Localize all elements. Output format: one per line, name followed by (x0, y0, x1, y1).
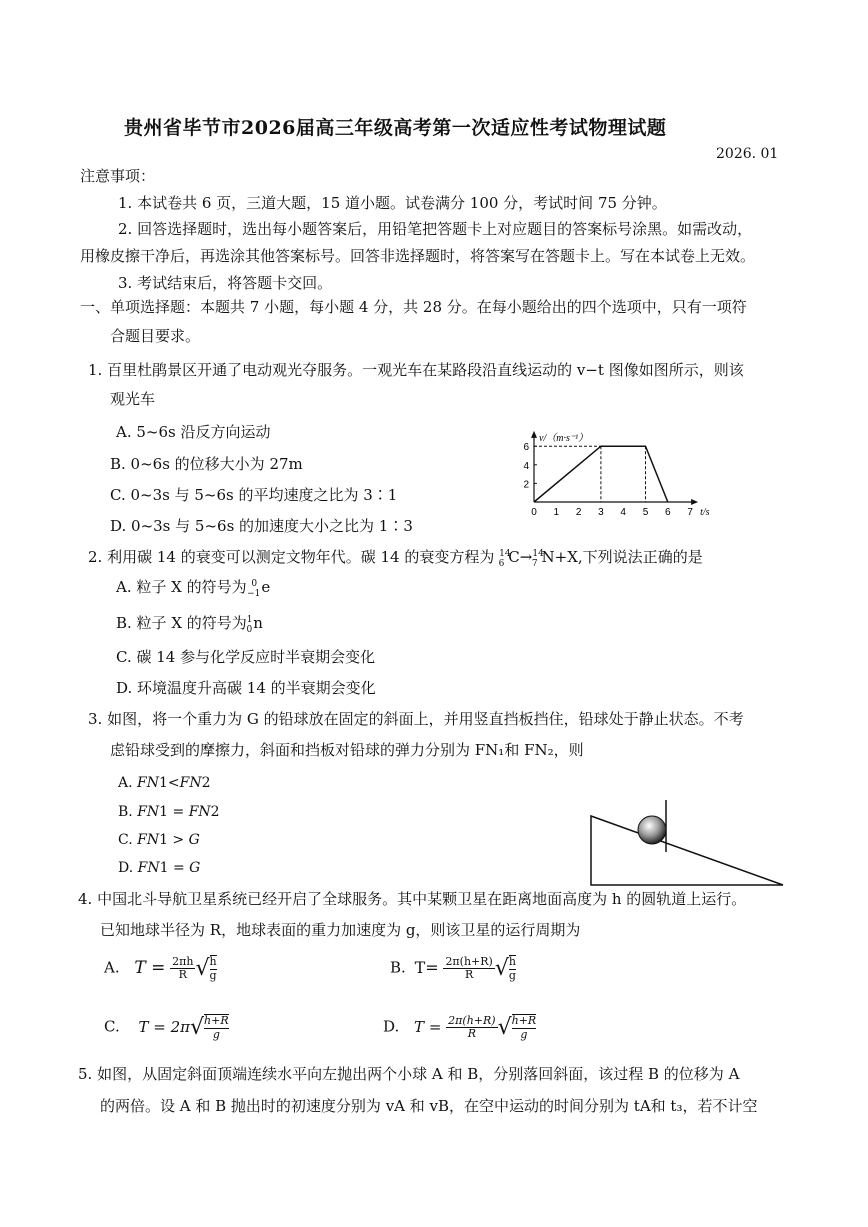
q4-option-a: A. T = $\frac{2\pi h}{R}$ √ $\frac{h}{g}$ (104, 954, 217, 982)
y-axis-label: v/（m·s⁻¹） (539, 432, 589, 444)
question-5-stem: 5. 如图，从固定斜面顶端连续水平向左抛出两个小球 A 和 B，分别落回斜面，该过程 B 的位移为 A (78, 1065, 740, 1083)
q1-option-a: A. 5~6s 沿反方向运动 (116, 423, 271, 441)
x-tick-label: 7 (687, 507, 693, 518)
question-3-stem-cont: 虑铅球受到的摩擦力，斜面和挡板对铅球的弹力分别为 FN₁和 FN₂，则 (110, 741, 584, 759)
q1-option-b: B. 0~6s 的位移大小为 27m (110, 455, 303, 473)
q2-option-b: B. 粒子 X 的符号为$^1_0$n (116, 614, 263, 635)
note-item-2-cont: 用橡皮擦干净后，再选涂其他答案标号。回答非选择题时，将答案写在答题卡上。写在本试卷上无效。 (80, 247, 756, 265)
incline-diagram (588, 768, 788, 890)
y-tick-label: 2 (523, 479, 529, 491)
q3-option-b: B. 𝐹𝑁1 = 𝐹𝑁2 (118, 804, 220, 820)
note-item-2: 2. 回答选择题时，选出每小题答案后，用铅笔把答题卡上对应题目的答案标号涂黑。如需改动， (118, 220, 753, 238)
q4-option-d: D. T = $\frac{2\pi(h+R)}{R}$ √ $\frac{h+R}{g}$ (383, 1013, 537, 1041)
q2-stem-text: 2. 利用碳 14 的衰变可以测定文物年代。碳 14 的衰变方程为 (88, 548, 500, 566)
section-heading: 一、单项选择题：本题共 7 小题，每小题 4 分，共 28 分。在每小题给出的四个选项中，只有一项符 (80, 298, 747, 316)
x-tick-label: 1 (553, 507, 560, 518)
q2-option-c: C. 碳 14 参与化学反应时半衰期会变化 (116, 648, 376, 666)
question-4-stem: 4. 中国北斗导航卫星系统已经开启了全球服务。其中某颗卫星在距离地面高度为 h 的圆轨道上运行。 (78, 890, 747, 908)
neutron-nuclide: $^1_0$n (246, 614, 263, 635)
sqrt-symbol: √ $\frac{h+R}{g}$ (497, 1014, 537, 1041)
x-axis-label: t/s (700, 507, 710, 518)
question-3-stem: 3. 如图，将一个重力为 G 的铅球放在固定的斜面上，并用竖直挡板挡住，铅球处于静止状态。不考 (88, 710, 744, 728)
y-axis-arrow (531, 431, 537, 438)
notes-heading: 注意事项： (80, 167, 156, 185)
vt-chart (510, 420, 710, 525)
x-axis-arrow (691, 499, 698, 505)
q3-option-d: D. 𝐹𝑁1 = 𝐺 (118, 860, 201, 876)
section-heading-cont: 合题目要求。 (110, 327, 201, 345)
x-tick-label: 3 (598, 507, 604, 518)
note-item-3: 3. 考试结束后，将答题卡交回。 (118, 274, 333, 292)
decay-arrow: → (519, 548, 533, 566)
electron-nuclide: $^0_{-1}$e (247, 578, 271, 599)
x-tick-label: 0 (531, 507, 537, 518)
y-tick-label: 4 (523, 460, 529, 472)
lead-ball (638, 816, 666, 844)
q1-option-d: D. 0~3s 与 5~6s 的加速度大小之比为 1∶3 (110, 517, 413, 535)
sqrt-symbol: √ $\frac{h}{g}$ (494, 955, 516, 982)
q1-option-c: C. 0~3s 与 5~6s 的平均速度之比为 3∶1 (110, 486, 398, 504)
q2-stem-tail: +X,下列说法正确的是 (554, 548, 703, 566)
x-tick-label: 6 (665, 507, 671, 518)
sqrt-symbol: √ $\frac{h}{g}$ (195, 955, 217, 982)
carbon-nuclide: $^{14}_6$ C (498, 548, 520, 569)
nitrogen-nuclide: $^{14}_7$ N (531, 548, 555, 569)
q3-option-c: C. 𝐹𝑁1 > 𝐺 (118, 832, 200, 848)
x-tick-label: 2 (575, 507, 582, 518)
incline-triangle (591, 816, 783, 885)
sqrt-symbol: √ $\frac{h+R}{g}$ (190, 1014, 229, 1041)
q2-option-a: A. 粒子 X 的符号为 $^0_{-1}$e (116, 578, 271, 599)
q3-option-a: A. 𝐹𝑁1<𝐹𝑁2 (118, 775, 211, 791)
question-1-stem-cont: 观光车 (110, 390, 156, 408)
y-tick-label: 6 (523, 442, 529, 454)
page-title: 贵州省毕节市2026届高三年级高考第一次适应性考试物理试题 (124, 117, 667, 139)
q4-option-b: B. T= $\frac{2\pi(h+R)}{R}$ √ $\frac{h}{g}$ (390, 954, 516, 982)
x-tick-label: 5 (642, 507, 649, 518)
question-4-stem-cont: 已知地球半径为 R，地球表面的重力加速度为 g，则该卫星的运行周期为 (100, 921, 581, 939)
question-5-stem-cont: 的两倍。设 A 和 B 抛出时的初速度分别为 vA 和 vB，在空中运动的时间分别为 tA和 t₃，若不计空 (100, 1097, 758, 1115)
note-item-1: 1. 本试卷共 6 页，三道大题，15 道小题。试卷满分 100 分，考试时间 75 分钟。 (118, 194, 667, 212)
x-tick-label: 4 (620, 507, 626, 518)
q4-option-c: C. T = 2π√ $\frac{h+R}{g}$ (104, 1014, 229, 1041)
question-2-stem (88, 546, 703, 569)
question-1-stem: 1. 百里杜鹃景区开通了电动观光夺服务。一观光车在某路段沿直线运动的 v−t 图像如图所示，则该 (88, 361, 744, 379)
exam-date: 2026. 01 (716, 146, 779, 162)
q2-option-d: D. 环境温度升高碳 14 的半衰期会变化 (116, 679, 376, 697)
